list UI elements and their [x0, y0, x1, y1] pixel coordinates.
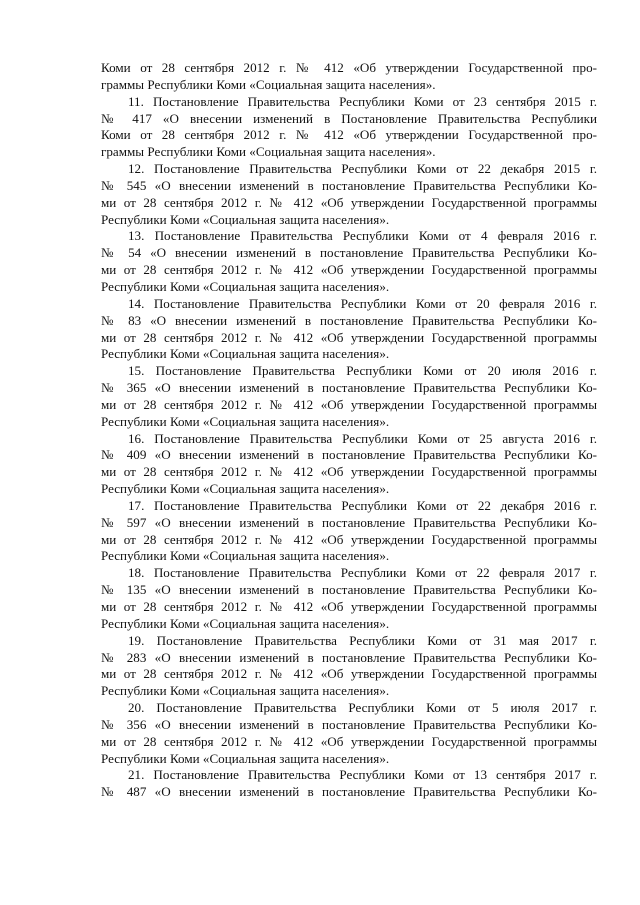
text-line: Республики Коми «Социальная защита населения».	[101, 548, 390, 564]
document-paragraph	[101, 228, 597, 295]
text-line: № 545 «О внесении изменений в постановление Правительства Республики Ко-	[101, 177, 597, 193]
text-line: ми от 28 сентября 2012 г. № 412 «Об утверждении Государственной программы	[101, 464, 597, 480]
text-line: граммы Республики Коми «Социальная защита населения».	[101, 76, 436, 92]
text-line: № 597 «О внесении изменений в постановление Правительства Республики Ко-	[101, 514, 597, 530]
document-paragraph	[101, 565, 597, 632]
text-line: 20. Постановление Правительства Республики Коми от 5 июля 2017 г.	[128, 700, 597, 716]
text-line: 21. Постановление Правительства Республики Коми от 13 сентября 2017 г.	[128, 767, 597, 783]
document-paragraph	[101, 498, 597, 565]
text-line: Республики Коми «Социальная защита населения».	[101, 346, 390, 362]
text-line: 16. Постановление Правительства Республики Коми от 25 августа 2016 г.	[128, 430, 597, 446]
text-line: № 54 «О внесении изменений в постановление Правительства Республики Ко-	[101, 245, 597, 261]
text-line: ми от 28 сентября 2012 г. № 412 «Об утверждении Государственной программы	[101, 262, 597, 278]
text-line: № 83 «О внесении изменений в постановление Правительства Республики Ко-	[101, 312, 597, 328]
document-paragraph	[101, 767, 597, 801]
text-line: 17. Постановление Правительства Республики Коми от 22 декабря 2016 г.	[128, 497, 597, 513]
text-line: № 417 «О внесении изменений в Постановление Правительства Республики	[101, 110, 597, 126]
text-line: № 356 «О внесении изменений в постановление Правительства Республики Ко-	[101, 716, 597, 732]
text-line: ми от 28 сентября 2012 г. № 412 «Об утверждении Государственной программы	[101, 733, 597, 749]
text-line: Республики Коми «Социальная защита населения».	[101, 750, 390, 766]
text-line: № 283 «О внесении изменений в постановление Правительства Республики Ко-	[101, 649, 597, 665]
text-line: Республики Коми «Социальная защита населения».	[101, 481, 390, 497]
text-line: Республики Коми «Социальная защита населения».	[101, 615, 390, 631]
text-line: Республики Коми «Социальная защита населения».	[101, 683, 390, 699]
text-line: ми от 28 сентября 2012 г. № 412 «Об утверждении Государственной программы	[101, 329, 597, 345]
document-paragraph	[101, 363, 597, 430]
document-paragraph	[101, 94, 597, 161]
text-line: 13. Постановление Правительства Республики Коми от 4 февраля 2016 г.	[128, 228, 597, 244]
text-line: ми от 28 сентября 2012 г. № 412 «Об утверждении Государственной программы	[101, 531, 597, 547]
text-line: Коми от 28 сентября 2012 г. № 412 «Об утверждении Государственной про-	[101, 127, 597, 143]
document-paragraph	[101, 633, 597, 700]
document-paragraph	[101, 700, 597, 767]
text-line: № 365 «О внесении изменений в постановление Правительства Республики Ко-	[101, 380, 597, 396]
text-line: 19. Постановление Правительства Республики Коми от 31 мая 2017 г.	[128, 632, 597, 648]
document-paragraph	[101, 60, 597, 94]
document-paragraph	[101, 431, 597, 498]
text-line: 12. Постановление Правительства Республики Коми от 22 декабря 2015 г.	[128, 161, 597, 177]
text-line: граммы Республики Коми «Социальная защита населения».	[101, 144, 436, 160]
text-line: Республики Коми «Социальная защита населения».	[101, 413, 390, 429]
text-line: 15. Постановление Правительства Республики Коми от 20 июля 2016 г.	[128, 363, 597, 379]
text-line: № 409 «О внесении изменений в постановление Правительства Республики Ко-	[101, 447, 597, 463]
document-paragraph	[101, 296, 597, 363]
text-line: Республики Коми «Социальная защита населения».	[101, 211, 390, 227]
document-body-text	[101, 60, 597, 801]
text-line: Республики Коми «Социальная защита населения».	[101, 278, 390, 294]
text-line: № 135 «О внесении изменений в постановление Правительства Республики Ко-	[101, 582, 597, 598]
text-line: ми от 28 сентября 2012 г. № 412 «Об утверждении Государственной программы	[101, 666, 597, 682]
text-line: ми от 28 сентября 2012 г. № 412 «Об утверждении Государственной программы	[101, 194, 597, 210]
text-line: № 487 «О внесении изменений в постановление Правительства Республики Ко-	[101, 784, 597, 800]
text-line: ми от 28 сентября 2012 г. № 412 «Об утверждении Государственной программы	[101, 396, 597, 412]
text-line: Коми от 28 сентября 2012 г. № 412 «Об утверждении Государственной про-	[101, 60, 597, 75]
text-line: 18. Постановление Правительства Республики Коми от 22 февраля 2017 г.	[128, 565, 597, 581]
text-line: ми от 28 сентября 2012 г. № 412 «Об утверждении Государственной программы	[101, 599, 597, 614]
document-paragraph	[101, 161, 597, 228]
text-line: 11. Постановление Правительства Республики Коми от 23 сентября 2015 г.	[128, 93, 597, 109]
text-line: 14. Постановление Правительства Республики Коми от 20 февраля 2016 г.	[128, 295, 597, 311]
